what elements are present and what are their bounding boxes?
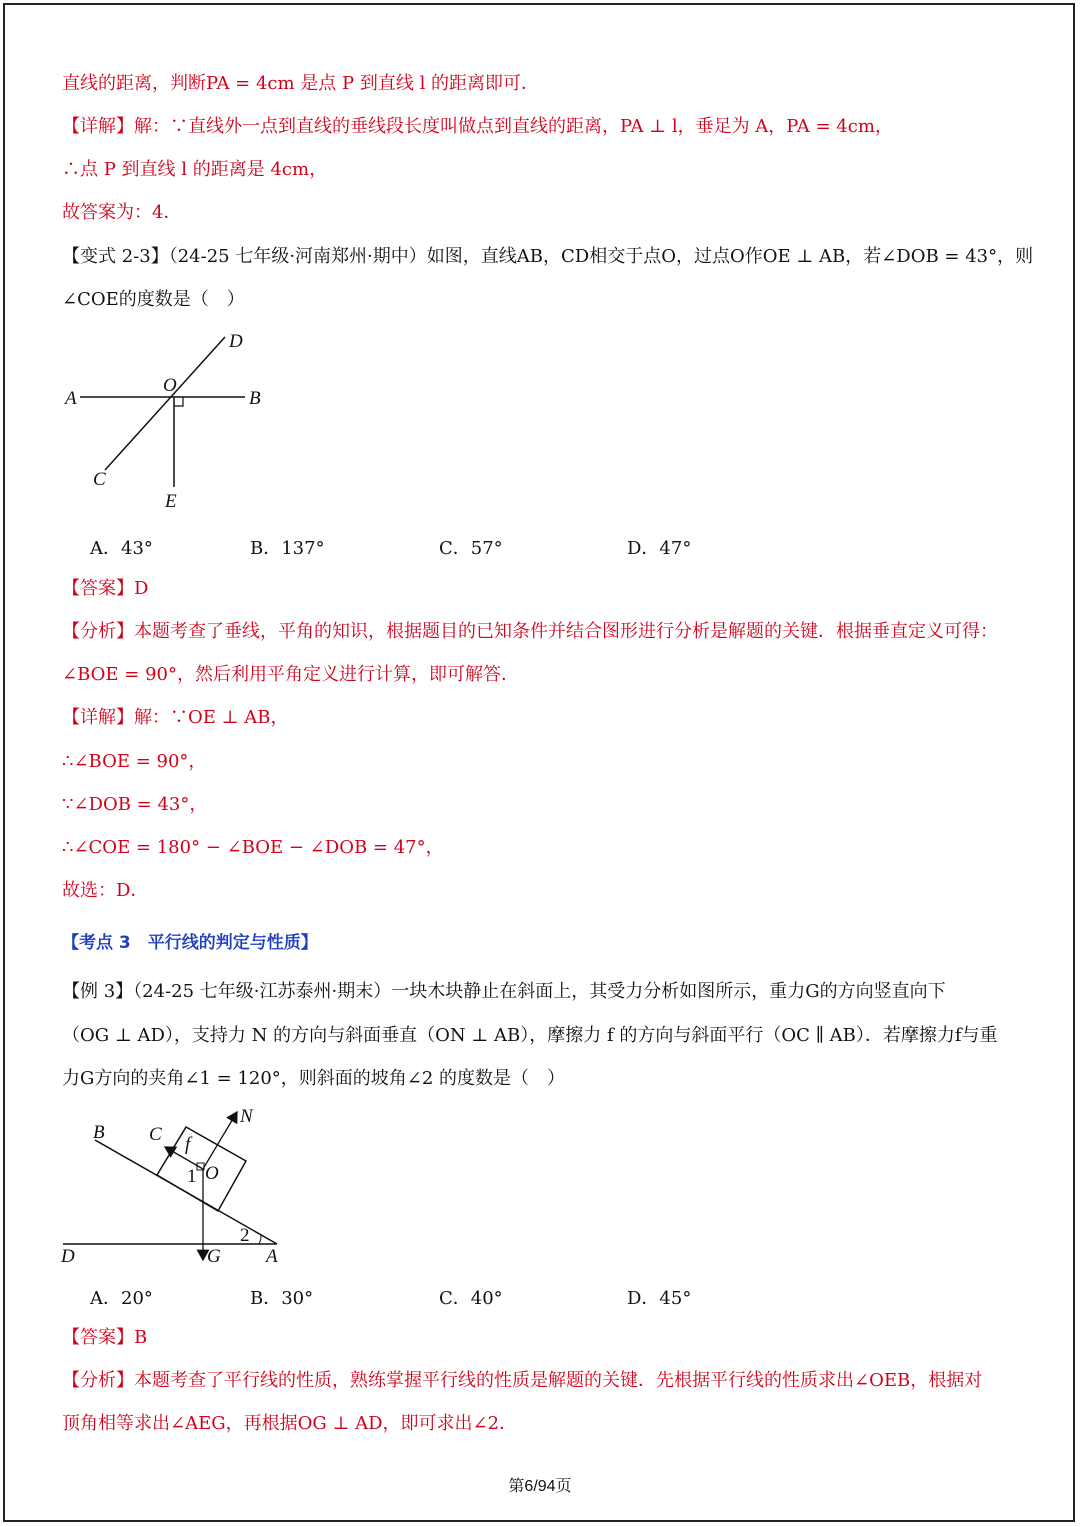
example-3-line-3: 力G方向的夹角∠1 = 120°，则斜面的坡角∠2 的度数是（ ） [62, 1068, 566, 1089]
fig2-label-f: f [185, 1134, 191, 1155]
wood-block [157, 1127, 246, 1211]
answer-line: 【答案】D [62, 578, 149, 599]
fig2-label-a: A [266, 1246, 278, 1267]
label-a: A [65, 388, 77, 409]
solution-line-1: 【详解】解：∵OE ⊥ AB， [62, 707, 289, 728]
solution-line-3: ∵∠DOB = 43°， [62, 794, 208, 815]
q1-option-b[interactable]: B．137° [250, 538, 325, 559]
fig2-label-o: O [205, 1163, 219, 1184]
example-3-line-2: （OG ⊥ AD），支持力 N 的方向与斜面垂直（ON ⊥ AB），摩擦力 f 的方向与斜面平行（OC ∥ AB）．若摩擦力f与重 [62, 1025, 998, 1046]
detail-line-2: ∴点 P 到直线 l 的距离是 4cm， [62, 159, 328, 180]
fig2-label-n: N [240, 1106, 253, 1127]
analysis-2-line-2: 顶角相等求出∠AEG，再根据OG ⊥ AD，即可求出∠2． [62, 1413, 518, 1434]
q2-option-c[interactable]: C．40° [439, 1288, 503, 1309]
q2-option-a[interactable]: A．20° [90, 1288, 153, 1309]
page-number: 第6/94页 [508, 1478, 572, 1495]
q1-option-d[interactable]: D．47° [627, 538, 692, 559]
question-2-3-line-2: ∠COE的度数是（ ） [62, 289, 245, 310]
text-line-1: 直线的距离，判断PA = 4cm 是点 P 到直线 l 的距离即可． [62, 73, 540, 94]
right-angle-mark [174, 397, 183, 406]
line-cd [105, 337, 225, 470]
q2-option-d[interactable]: D．45° [627, 1288, 692, 1309]
figure-inclined-plane [55, 1100, 295, 1270]
analysis-line-2: ∠BOE = 90°，然后利用平角定义进行计算，即可解答． [62, 664, 519, 685]
section-heading: 【考点 3 平行线的判定与性质】 [62, 933, 318, 953]
solution-line-4: ∴∠COE = 180° − ∠BOE − ∠DOB = 47°， [62, 837, 444, 858]
solution-line-5: 故选：D． [62, 880, 149, 901]
label-d: D [229, 331, 243, 352]
analysis-line-1: 【分析】本题考查了垂线，平角的知识，根据题目的已知条件并结合图形进行分析是解题的关键．根据垂直定义可得： [62, 621, 998, 642]
q1-option-a[interactable]: A．43° [90, 538, 153, 559]
fig2-label-angle-2: 2 [240, 1225, 250, 1246]
fig2-label-g: G [207, 1246, 221, 1267]
label-c: C [93, 469, 106, 490]
detail-line-3: 故答案为：4． [62, 202, 182, 223]
q2-option-b[interactable]: B．30° [250, 1288, 314, 1309]
normal-force-arrow [203, 1112, 237, 1169]
label-e: E [165, 491, 177, 512]
label-b: B [249, 388, 261, 409]
label-o: O [163, 375, 177, 396]
answer-line-2: 【答案】B [62, 1327, 148, 1348]
figure-intersecting-lines [55, 325, 285, 515]
fig2-label-d: D [61, 1246, 75, 1267]
example-3-line-1: 【例 3】（24-25 七年级·江苏泰州·期末）一块木块静止在斜面上，其受力分析如图所示，重力G的方向竖直向下 [62, 981, 946, 1002]
fig2-label-c: C [149, 1124, 162, 1145]
fig2-label-b: B [93, 1122, 105, 1143]
detail-line-1: 【详解】解：∵直线外一点到直线的垂线段长度叫做点到直线的距离，PA ⊥ l，垂足为 A，PA = 4cm， [62, 116, 893, 137]
question-2-3-line-1: 【变式 2-3】（24-25 七年级·河南郑州·期中）如图，直线AB，CD相交于点O，过点O作OE ⊥ AB，若∠DOB = 43°，则 [62, 246, 1034, 267]
angle-2-arc [259, 1235, 261, 1244]
analysis-2-line-1: 【分析】本题考查了平行线的性质，熟练掌握平行线的性质是解题的关键．先根据平行线的性质求出∠OEB，根据对 [62, 1370, 983, 1391]
solution-line-2: ∴∠BOE = 90°， [62, 751, 207, 772]
q1-option-c[interactable]: C．57° [439, 538, 503, 559]
fig2-label-angle-1: 1 [187, 1166, 197, 1187]
